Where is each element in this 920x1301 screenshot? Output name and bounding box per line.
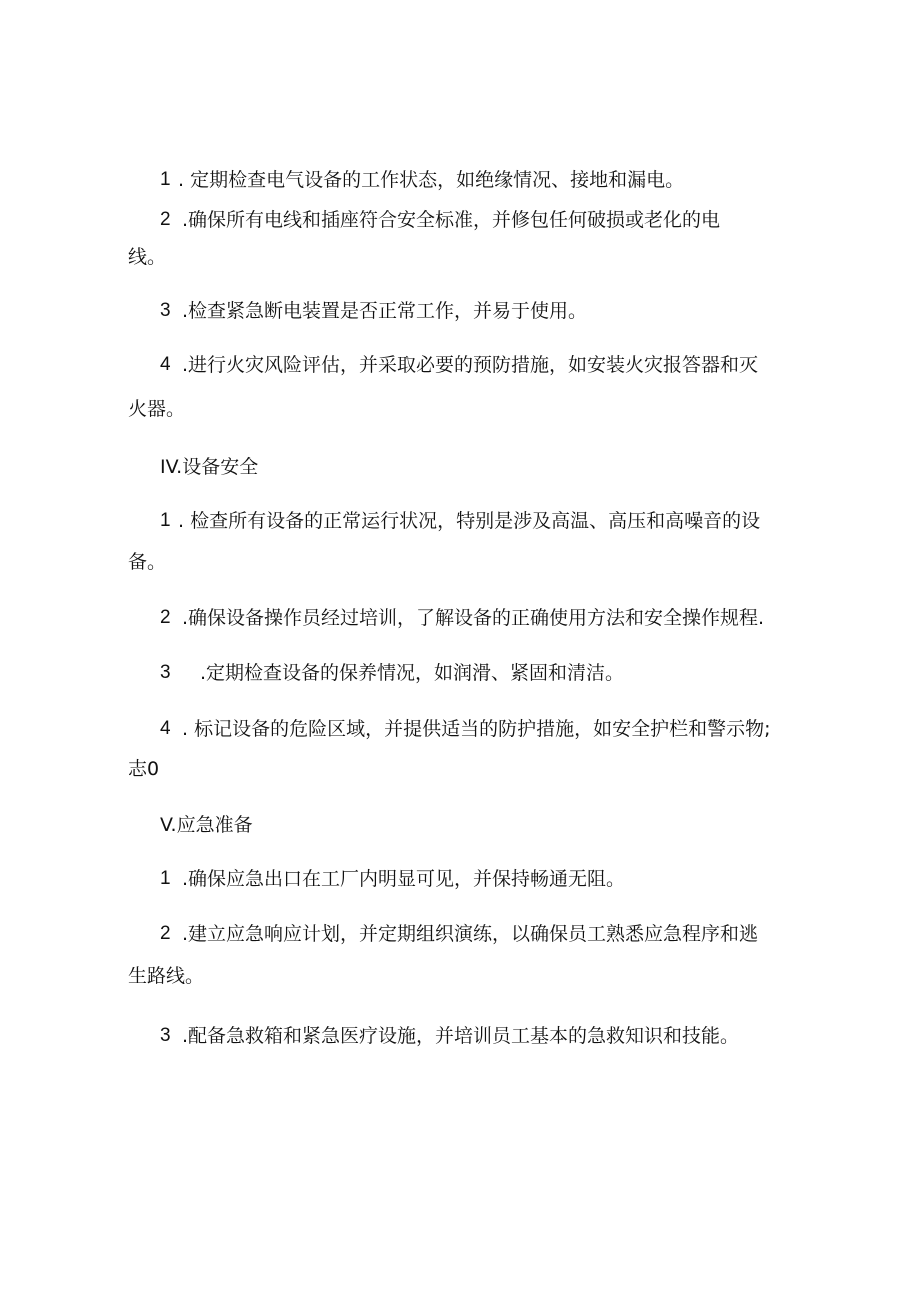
item-number: 4	[160, 718, 171, 739]
item-text: .确保所有电线和插座符合安全标准，并修包任何破损或老化的电	[182, 209, 721, 231]
item-number: 1	[160, 169, 171, 190]
item-text: .确保应急出口在工厂内明显可见，并保持畅通无阻。	[182, 868, 626, 890]
item-text-continuation: 备。	[128, 551, 167, 573]
item-number: 1	[160, 510, 171, 531]
item-text-continuation: 线。	[128, 246, 167, 268]
item-text-continuation: 志0	[128, 758, 160, 780]
item-text: . 标记设备的危险区域，并提供适当的防护措施，如安全护栏和警示物;	[182, 718, 771, 740]
item-text: .定期检查设备的保养情况，如润滑、紧固和清洁。	[200, 662, 625, 684]
item-number: 3	[160, 1025, 171, 1046]
item-number: 2	[160, 607, 171, 628]
item-number: 3	[160, 300, 171, 321]
item-number: 3	[160, 662, 171, 683]
section-heading: V.应急准备	[160, 814, 253, 836]
item-text: . 检查所有设备的正常运行状况，特别是涉及高温、高压和高噪音的设	[178, 510, 761, 532]
item-text-continuation: 生路线。	[128, 965, 205, 987]
item-number: 4	[160, 354, 171, 375]
item-text: .配备急救箱和紧急医疗设施，并培训员工基本的急救知识和技能。	[182, 1025, 740, 1047]
item-number: 2	[160, 209, 171, 230]
item-text: .确保设备操作员经过培训，了解设备的正确使用方法和安全操作规程.	[182, 607, 765, 629]
item-text: . 定期检查电气设备的工作状态，如绝缘情况、接地和漏电。	[178, 169, 685, 191]
item-text: .建立应急响应计划，并定期组织演练，以确保员工熟悉应急程序和逃	[182, 923, 759, 945]
item-text: .进行火灾风险评估，并采取必要的预防措施，如安装火灾报答器和灭	[182, 354, 759, 376]
item-text: .检查紧急断电装置是否正常工作，并易于使用。	[182, 300, 588, 322]
item-number: 1	[160, 868, 171, 889]
item-text-continuation: 火器。	[128, 398, 186, 420]
section-heading: IV.设备安全	[160, 456, 259, 478]
item-number: 2	[160, 923, 171, 944]
